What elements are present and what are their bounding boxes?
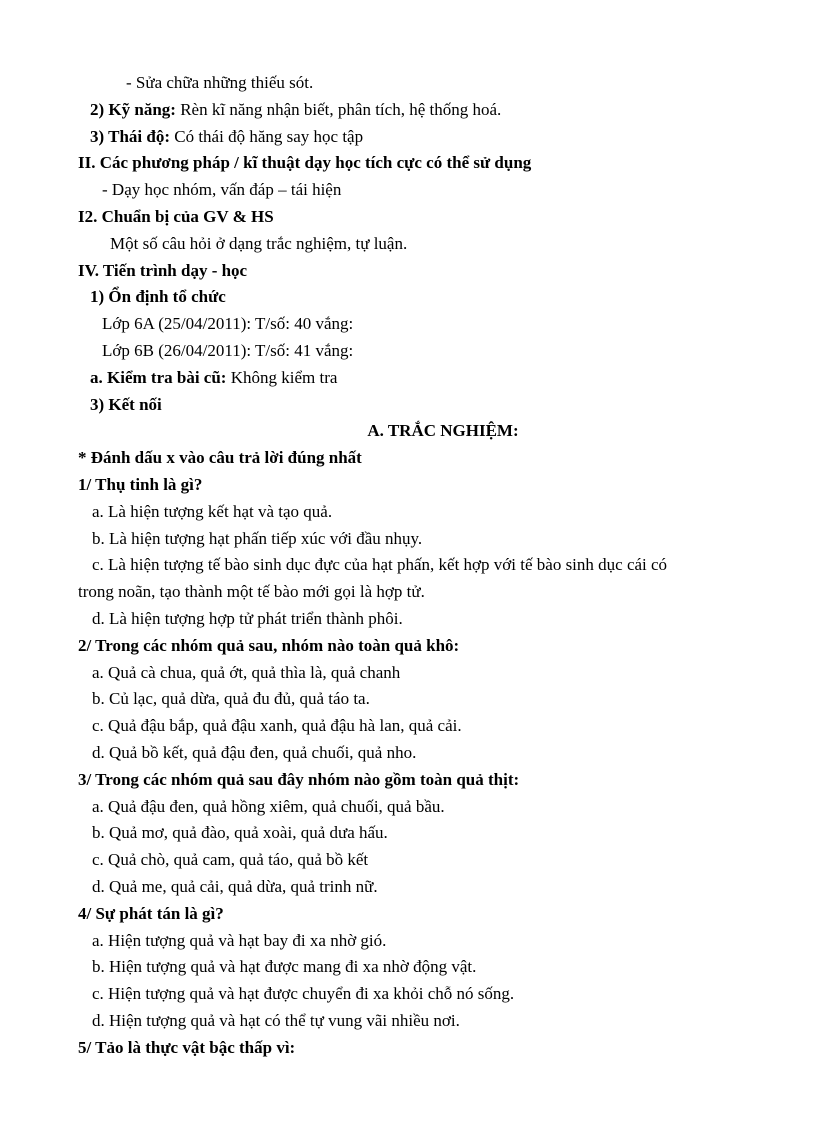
old-lesson-check: a. Kiểm tra bài cũ: Không kiểm tra (90, 367, 338, 387)
question-3: 3/ Trong các nhóm quả sau đây nhóm nào gồm toàn quả thịt: (78, 769, 520, 789)
answer-option: c. Quả chò, quả cam, quả táo, quả bồ kết (92, 850, 369, 870)
question-1: 1/ Thụ tinh là gì? (78, 474, 203, 494)
section-heading-preparation: I2. Chuẩn bị của GV & HS (78, 206, 274, 226)
answer-option: d. Quả bồ kết, quả đậu đen, quả chuối, quả nho. (92, 742, 417, 762)
attitude-line: 3) Thái độ: Có thái độ hăng say học tập (90, 126, 364, 146)
answer-option: c. Là hiện tượng tế bào sinh dục đực của hạt phấn, kết hợp với tế bào sinh dục cái có (92, 555, 668, 575)
question-2: 2/ Trong các nhóm quả sau, nhóm nào toàn quả khô: (78, 635, 460, 655)
answer-option: a. Là hiện tượng kết hạt và tạo quả. (92, 501, 333, 521)
answer-option: c. Quả đậu bắp, quả đậu xanh, quả đậu hà lan, quả cải. (92, 716, 462, 736)
subheading-organization: 1) Ổn định tổ chức (90, 287, 226, 307)
answer-option-continuation: trong noãn, tạo thành một tế bào mới gọi là hợp tử. (78, 582, 425, 602)
subheading-connect: 3) Kết nối (90, 394, 162, 414)
answer-option: d. Hiện tượng quả và hạt có thể tự vung vãi nhiều nơi. (92, 1010, 460, 1030)
document-page (0, 70, 816, 1061)
answer-option: b. Hiện tượng quả và hạt được mang đi xa nhờ động vật. (92, 957, 477, 977)
class-attendance-6b: Lớp 6B (26/04/2011): T/số: 41 vắng: (102, 340, 354, 360)
part-title-multiple-choice: A. TRẮC NGHIỆM: (367, 421, 519, 441)
answer-option: c. Hiện tượng quả và hạt được chuyển đi xa khỏi chỗ nó sống. (92, 984, 515, 1004)
answer-option: b. Quả mơ, quả đào, quả xoài, quả dưa hấu. (92, 823, 388, 843)
question-5: 5/ Tảo là thực vật bậc thấp vì: (78, 1037, 296, 1057)
answer-option: a. Hiện tượng quả và hạt bay đi xa nhờ gió. (92, 930, 387, 950)
answer-option: d. Là hiện tượng hợp tử phát triển thành phôi. (92, 608, 403, 628)
class-attendance-6a: Lớp 6A (25/04/2011): T/số: 40 vắng: (102, 314, 354, 334)
question-4: 4/ Sự phát tán là gì? (78, 903, 224, 923)
objective-item: - Sửa chữa những thiếu sót. (126, 73, 314, 92)
methods-item: - Dạy học nhóm, vấn đáp – tái hiện (102, 180, 342, 200)
answer-option: b. Củ lạc, quả dừa, quả đu đủ, quả táo ta. (92, 689, 370, 709)
answer-option: a. Quả cà chua, quả ớt, quả thìa là, quả chanh (92, 662, 401, 682)
answer-option: d. Quả me, quả cải, quả dừa, quả trinh nữ. (92, 876, 378, 896)
section-heading-methods: II. Các phương pháp / kĩ thuật dạy học tích cực có thể sử dụng (78, 153, 532, 173)
instruction-line: * Đánh dấu x vào câu trả lời đúng nhất (78, 448, 362, 468)
answer-option: a. Quả đậu đen, quả hồng xiêm, quả chuối, quả bầu. (92, 796, 445, 816)
answer-option: b. Là hiện tượng hạt phấn tiếp xúc với đầu nhụy. (92, 528, 423, 548)
preparation-text: Một số câu hỏi ở dạng trắc nghiệm, tự luận. (110, 233, 408, 253)
skills-line: 2) Kỹ năng: Rèn kĩ năng nhận biết, phân tích, hệ thống hoá. (90, 99, 502, 119)
section-heading-procedure: IV. Tiến trình dạy - học (78, 260, 248, 280)
